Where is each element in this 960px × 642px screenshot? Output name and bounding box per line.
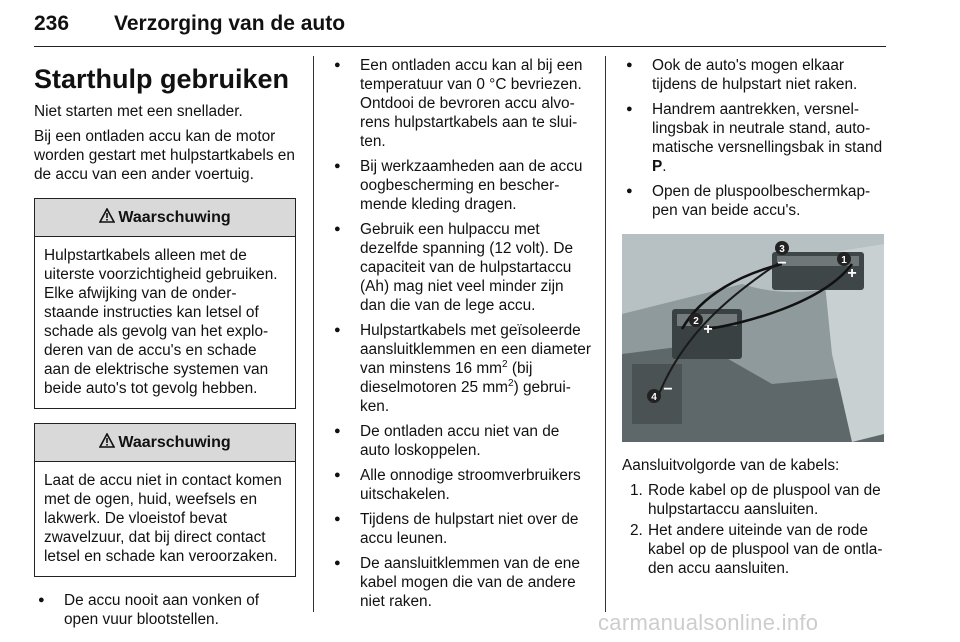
figure-label-3: 3 — [779, 244, 785, 255]
bullet-list — [34, 591, 296, 629]
figure-label-4: 4 — [651, 392, 657, 403]
column-3 — [622, 56, 890, 580]
list-item — [622, 481, 890, 519]
figure-label-2: 2 — [693, 316, 699, 327]
text-run: Hulpstartkabels met geïsoleerde aansluitklemmen en een diameter van minstens 16 mm — [360, 322, 591, 377]
gear-position: P — [652, 158, 663, 175]
list-item: ● De ontladen accu niet van de auto loskoppelen. — [330, 422, 592, 460]
warning-heading-text: Waarschuwing — [118, 209, 231, 226]
superscript: 2 — [502, 358, 508, 370]
warning-triangle-icon — [99, 208, 115, 228]
step-number: 2. — [630, 522, 643, 539]
figure-plus-sign: + — [703, 321, 713, 338]
text-run: Handrem aantrekken, versnellingsbak in neutrale stand, automatische versnellingsbak in stand — [652, 101, 883, 156]
list-item: ● Tijdens de hulpstart niet over de accu leunen. — [330, 510, 592, 548]
warning-heading — [35, 424, 295, 462]
column-divider — [605, 56, 606, 612]
watermark: carmanualsonline.info — [598, 610, 819, 635]
list-item: ● Bij werkzaamheden aan de accu oogbescherming en beschermende kleding dragen. — [330, 157, 592, 214]
list-item: ● De accu nooit aan vonken of open vuur blootstellen. — [34, 591, 296, 629]
jump-start-photo — [622, 234, 884, 442]
step-text: Rode kabel op de pluspool van de hulpstartaccu aansluiten. — [648, 482, 881, 518]
list-item: ● Alle onnodige stroomverbruikers uitschakelen. — [330, 466, 592, 504]
page-title: Starthulp gebruiken — [34, 64, 290, 94]
text-run: ) gebruiken. — [360, 379, 571, 415]
warning-heading-text: Waarschuwing — [118, 434, 231, 451]
figure-minus-sign: − — [777, 255, 787, 272]
list-item — [622, 521, 890, 578]
column-divider — [313, 56, 314, 612]
superscript: 2 — [508, 377, 514, 389]
step-number: 1. — [630, 482, 643, 499]
page-header — [34, 6, 886, 47]
figure-label-1: 1 — [841, 255, 847, 266]
engine-bay-illustration — [622, 234, 884, 442]
section-title: Verzorging van de auto — [114, 12, 346, 35]
page-number: 236 — [34, 12, 70, 35]
list-item: ● Ook de auto's mogen elkaar tijdens de hulpstart niet raken. — [622, 56, 890, 94]
warning-box — [34, 198, 296, 409]
list-item: ● Open de pluspoolbeschermkappen van beide accu's. — [622, 182, 890, 220]
column-1 — [34, 56, 296, 635]
figure-plus-sign: + — [847, 265, 857, 282]
list-item: ● Gebruik een hulpaccu met dezelfde spanning (12 volt). De capaciteit van de hulpstartaccu (Ah) mag niet veel minder zijn dan die van de lege accu. — [330, 220, 592, 315]
warning-triangle-icon — [99, 433, 115, 453]
column-2 — [330, 56, 592, 617]
warning-heading — [35, 199, 295, 237]
warning-text: Laat de accu niet in contact komen met de ogen, huid, weefsels en lakwerk. De vloeistof bevat zwavelzuur, dat bij direct contact letsel en schade kan veroorzaken. — [44, 472, 282, 565]
paragraph: Niet starten met een snellader. — [34, 103, 243, 120]
list-item: ● Een ontladen accu kan al bij een temperatuur van 0 °C bevriezen. Ontdooi de bevroren accu alvorens hulpstartkabels aan te sluiten. — [330, 56, 592, 151]
list-item — [622, 100, 890, 176]
text-run: (bij dieselmotoren 25 mm — [360, 360, 533, 396]
list-item — [330, 321, 592, 416]
warning-box — [34, 423, 296, 577]
text-run: . — [662, 158, 667, 175]
list-item: ● De aansluitklemmen van de ene kabel mogen die van de andere niet raken. — [330, 554, 592, 611]
numbered-list — [622, 481, 890, 578]
warning-text: Hulpstartkabels alleen met de uiterste voorzichtigheid gebruiken. Elke afwijking van de onderstaande instructies kan letsel of schade als gevolg van het exploderen van de accu's en schade aan de elektrische systemen van beide auto's tot gevolg hebben. — [44, 247, 278, 397]
bullet-list — [330, 56, 592, 611]
paragraph: Bij een ontladen accu kan de motor worden gestart met hulpstartkabels en de accu van een ander voertuig. — [34, 128, 295, 183]
order-heading: Aansluitvolgorde van de kabels: — [622, 457, 840, 474]
bullet-list — [622, 56, 890, 220]
figure-minus-sign: − — [663, 381, 673, 398]
step-text: Het andere uiteinde van de rode kabel op de pluspool van de ontladen accu aansluiten. — [648, 522, 883, 577]
